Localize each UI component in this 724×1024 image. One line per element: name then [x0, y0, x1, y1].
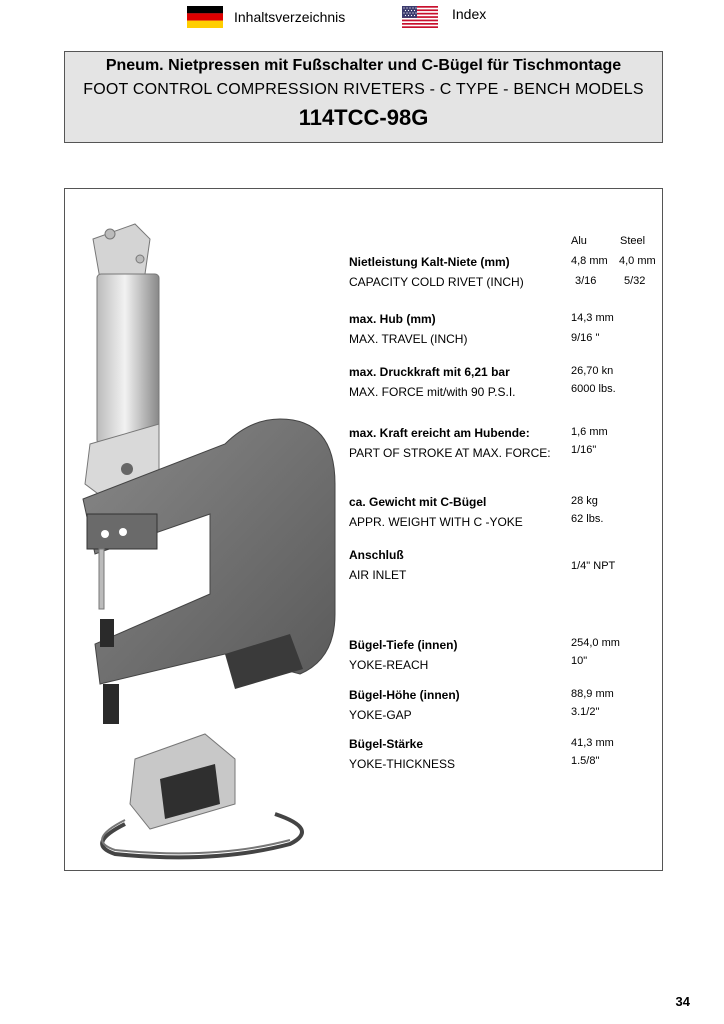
spec-value-alu-mm: 4,8 mm	[571, 255, 608, 267]
riveter-illustration	[75, 214, 355, 864]
product-sheet	[64, 188, 663, 871]
title-german: Pneum. Nietpressen mit Fußschalter und C-Bügel für Tischmontage	[105, 57, 622, 74]
spec-label-en: AIR INLET	[349, 568, 407, 582]
spec-label-en: MAX. FORCE mit/with 90 P.S.I.	[349, 385, 516, 399]
spec-label-de: Anschluß	[349, 548, 404, 562]
spec-value-alu-inch: 3/16	[575, 275, 597, 287]
spec-label-de: Bügel-Stärke	[349, 737, 424, 751]
spec-label-de: max. Hub (mm)	[349, 312, 436, 326]
spec-value-metric: 28 kg	[571, 495, 598, 507]
spec-label-de: max. Kraft ereicht am Hubende:	[349, 426, 530, 440]
spec-value-metric: 1,6 mm	[571, 426, 608, 438]
table-of-contents-link[interactable]	[187, 6, 345, 28]
index-link[interactable]	[402, 6, 486, 28]
spec-label-en: APPR. WEIGHT WITH C -YOKE	[349, 515, 523, 529]
spec-value-steel-inch: 5/32	[624, 275, 646, 287]
model-number: 114TCC-98G	[298, 105, 429, 130]
spec-value-imperial: 1.5/8"	[571, 755, 600, 767]
column-header-steel: Steel	[620, 235, 646, 247]
title-english: FOOT CONTROL COMPRESSION RIVETERS - C TYPE - BENCH MODELS	[83, 81, 644, 98]
spec-value-metric: 41,3 mm	[571, 737, 614, 749]
index-label: Index	[452, 6, 487, 22]
spec-value-steel-mm: 4,0 mm	[619, 255, 656, 267]
top-navigation	[0, 6, 724, 34]
title-box	[64, 51, 663, 143]
spec-value-inlet: 1/4" NPT	[571, 560, 616, 572]
spec-value-imperial: 9/16 "	[571, 332, 600, 344]
table-of-contents-label: Inhaltsverzeichnis	[234, 9, 346, 25]
spec-value-imperial: 6000 lbs.	[571, 383, 616, 395]
spec-value-imperial: 3.1/2"	[571, 706, 600, 718]
spec-label-en: YOKE-THICKNESS	[349, 757, 456, 771]
spec-value-imperial: 1/16"	[571, 444, 597, 456]
spec-value-metric: 26,70 kn	[571, 365, 614, 377]
spec-label-en: YOKE-REACH	[349, 658, 429, 672]
spec-label-en: YOKE-GAP	[349, 708, 412, 722]
spec-label-en: PART OF STROKE AT MAX. FORCE:	[349, 446, 551, 460]
spec-value-imperial: 62 lbs.	[571, 513, 604, 525]
spec-label-en: CAPACITY COLD RIVET (INCH)	[349, 275, 524, 289]
spec-label-en: MAX. TRAVEL (INCH)	[349, 332, 468, 346]
spec-label-de: Nietleistung Kalt-Niete (mm)	[349, 255, 510, 269]
spec-label-de: max. Druckkraft mit 6,21 bar	[349, 365, 510, 379]
spec-value-metric: 88,9 mm	[571, 688, 614, 700]
spec-value-metric: 14,3 mm	[571, 312, 614, 324]
page-number: 34	[675, 994, 690, 1009]
spec-label-de: Bügel-Höhe (innen)	[349, 688, 460, 702]
spec-value-imperial: 10"	[571, 655, 588, 667]
spec-value-metric: 254,0 mm	[571, 637, 620, 649]
german-flag-icon	[187, 6, 223, 28]
spec-label-de: ca. Gewicht mit C-Bügel	[349, 495, 487, 509]
spec-label-de: Bügel-Tiefe (innen)	[349, 638, 458, 652]
us-flag-icon	[402, 6, 438, 28]
column-header-alu: Alu	[571, 235, 587, 247]
